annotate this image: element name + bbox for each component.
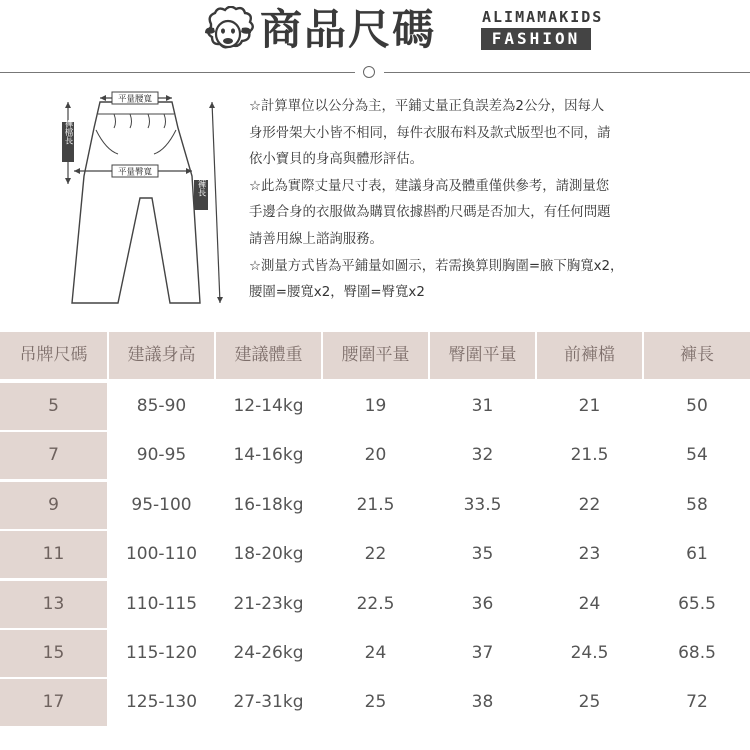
table-cell: 65.5 (678, 594, 716, 614)
size-cell: 11 (0, 531, 107, 578)
header-cell: 前褲檔 (537, 332, 642, 379)
table-cell: 22.5 (356, 594, 395, 614)
size-cell: 13 (0, 581, 107, 628)
page-title: 商品尺碼 (260, 5, 437, 54)
table-cell: 37 (471, 643, 494, 663)
table-cell: 16-18kg (233, 495, 304, 515)
table-cell: 125-130 (125, 692, 198, 712)
table-cell: 27-31kg (233, 692, 304, 712)
table-cell: 24 (578, 594, 601, 614)
table-cell: 25 (578, 692, 601, 712)
note-line: 依小寶貝的身高與體形評估。 (249, 152, 424, 168)
note-line: ☆測量方式皆為平鋪量如圖示，若需換算則胸圍=腋下胸寬x2， (249, 258, 624, 274)
table-row (0, 482, 750, 529)
table-cell: 35 (471, 544, 494, 564)
header-cell: 建議體重 (216, 332, 321, 379)
table-cell: 21-23kg (233, 594, 304, 614)
table-cell: 24.5 (570, 643, 609, 663)
brand-name: ALIMAMAKIDS (482, 8, 604, 26)
table-cell: 58 (686, 495, 708, 515)
rise-label: 褲檔長 (63, 119, 73, 145)
waist-label: 平量腰寬 (117, 94, 153, 105)
table-cell: 24 (364, 643, 387, 663)
hip-label: 平量臀寬 (117, 167, 153, 178)
header-cell: 腰圍平量 (323, 332, 428, 379)
sheep-icon (197, 6, 259, 56)
size-cell: 15 (0, 630, 107, 677)
note-line: ☆此為實際丈量尺寸表，建議身高及體重僅供參考，請測量您 (249, 178, 610, 194)
note-line: 手邊合身的衣服做為購買依據斟酌尺碼是否加大，有任何問題 (249, 205, 611, 221)
table-cell: 21.5 (570, 445, 609, 465)
table-cell: 31 (471, 396, 494, 416)
table-cell: 12-14kg (233, 396, 304, 416)
table-cell: 72 (686, 692, 708, 712)
table-cell: 18-20kg (233, 544, 304, 564)
table-cell: 14-16kg (233, 445, 304, 465)
header-cell: 褲長 (644, 332, 750, 379)
table-cell: 21.5 (356, 495, 395, 515)
divider-circle-icon (363, 66, 375, 78)
table-cell: 115-120 (125, 643, 198, 663)
note-line: 身形骨架大小皆不相同，每件衣服布料及款式版型也不同，請 (249, 125, 611, 141)
size-notes (249, 94, 709, 307)
note-line: 請善用線上諮詢服務。 (249, 231, 383, 247)
table-cell: 90-95 (136, 445, 187, 465)
table-cell: 19 (364, 396, 387, 416)
header-cell: 建議身高 (109, 332, 214, 379)
header-cell: 吊牌尺碼 (0, 332, 107, 379)
divider-left (0, 72, 355, 73)
table-cell: 25 (364, 692, 387, 712)
length-label: 褲長 (196, 179, 206, 197)
table-cell: 22 (578, 495, 601, 515)
table-row (0, 679, 750, 726)
pants-outline (72, 102, 200, 303)
size-cell: 7 (0, 432, 107, 479)
table-cell: 38 (471, 692, 494, 712)
table-cell: 68.5 (678, 643, 716, 663)
size-cell: 9 (0, 482, 107, 529)
table-cell: 33.5 (463, 495, 502, 515)
brand-tagline: FASHION (481, 28, 591, 50)
table-cell: 95-100 (131, 495, 192, 515)
table-cell: 22 (364, 544, 387, 564)
table-cell: 21 (578, 396, 601, 416)
table-cell: 100-110 (125, 544, 198, 564)
table-header-row (0, 332, 750, 379)
note-line: 腰圍=腰寬x2，臀圍=臀寬x2 (249, 285, 425, 301)
note-line: ☆計算單位以公分為主，平鋪丈量正負誤差為2公分，因每人 (249, 99, 605, 114)
table-row (0, 432, 750, 479)
table-row (0, 531, 750, 578)
table-cell: 110-115 (125, 594, 198, 614)
table-cell: 20 (364, 445, 387, 465)
table-cell: 24-26kg (233, 643, 304, 663)
divider-right (384, 72, 750, 73)
table-row (0, 630, 750, 677)
size-cell: 17 (0, 679, 107, 726)
table-cell: 61 (686, 544, 708, 564)
table-cell: 23 (578, 544, 601, 564)
table-row (0, 383, 750, 430)
pants-diagram (60, 88, 230, 313)
table-cell: 36 (471, 594, 494, 614)
table-cell: 32 (471, 445, 494, 465)
page-header (0, 0, 750, 64)
table-cell: 54 (686, 445, 708, 465)
table-cell: 85-90 (136, 396, 187, 416)
header-cell: 臀圍平量 (430, 332, 535, 379)
table-cell: 50 (686, 396, 708, 416)
table-row (0, 581, 750, 628)
size-cell: 5 (0, 383, 107, 430)
